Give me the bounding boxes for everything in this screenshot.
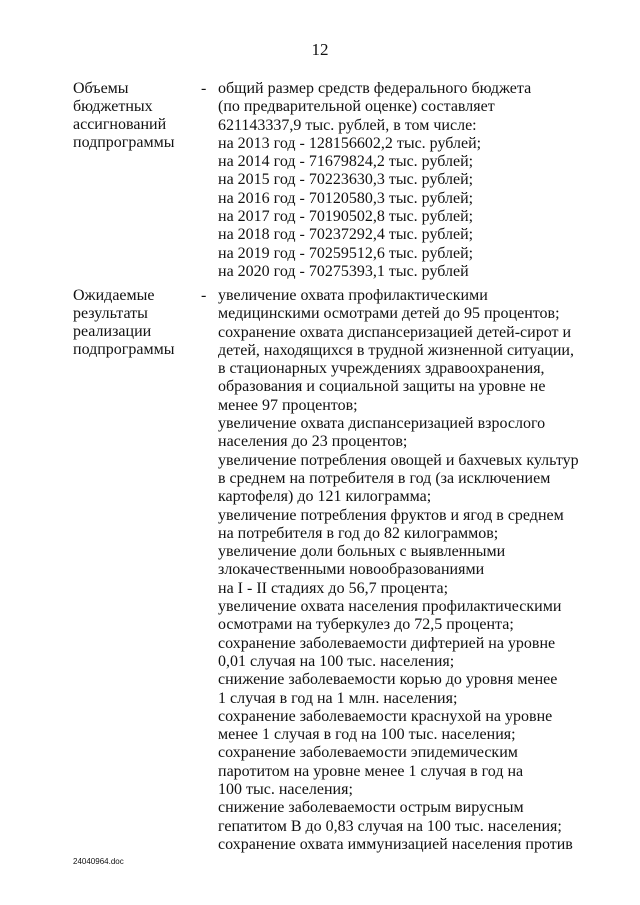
- text-line: на 2019 год - 70259512,6 тыс. рублей;: [218, 244, 474, 262]
- text-line: увеличение потребления овощей и бахчевых культур: [218, 451, 579, 469]
- text-line: менее 97 процентов;: [218, 396, 358, 414]
- text-line: на 2013 год - 128156602,2 тыс. рублей;: [218, 134, 482, 152]
- label-line: ассигнований: [73, 116, 167, 133]
- expected-results-text: [218, 287, 578, 854]
- text-line: увеличение охвата диспансеризацией взрослого: [218, 415, 546, 433]
- text-line: снижение заболеваемости корью до уровня менее: [218, 671, 558, 689]
- text-line: 1 случая в год на 1 млн. населения;: [218, 689, 458, 707]
- label-line: Объемы: [73, 80, 129, 97]
- text-line: менее 1 случая в год на 100 тыс. населения;: [218, 726, 516, 744]
- text-line: медицинскими осмотрами детей до 95 процентов;: [218, 305, 560, 323]
- document-filename: 24040964.doc: [73, 857, 124, 866]
- text-line: увеличение охвата населения профилактическими: [218, 598, 562, 616]
- text-line: сохранение заболеваемости краснухой на уровне: [218, 707, 553, 725]
- text-line: сохранение охвата иммунизацией населения против: [218, 835, 573, 853]
- text-line: увеличение потребления фруктов и ягод в среднем: [218, 506, 564, 524]
- text-line: на 2017 год - 70190502,8 тыс. рублей;: [218, 208, 474, 226]
- expected-results-label: [73, 287, 198, 359]
- text-line: на 2016 год - 70120580,3 тыс. рублей;: [218, 189, 474, 207]
- text-line: сохранение заболеваемости дифтерией на уровне: [218, 634, 556, 652]
- text-line: увеличение доли больных с выявленными: [218, 543, 506, 561]
- page-number: 12: [311, 40, 329, 59]
- text-line: в среднем на потребителя в год (за исключением: [218, 469, 551, 487]
- text-line: сохранение заболеваемости эпидемическим: [218, 744, 518, 762]
- dash-separator: -: [201, 287, 207, 304]
- text-line: на 2018 год - 70237292,4 тыс. рублей;: [218, 226, 474, 244]
- text-line: детей, находящихся в трудной жизненной ситуации,: [218, 341, 574, 359]
- label-line: результаты: [73, 305, 148, 322]
- text-line: снижение заболеваемости острым вирусным: [218, 799, 524, 817]
- text-line: увеличение охвата профилактическими: [218, 287, 488, 304]
- text-line: на 2015 год - 70223630,3 тыс. рублей;: [218, 171, 474, 189]
- label-line: подпрограммы: [73, 134, 175, 151]
- label-line: реализации: [73, 323, 152, 340]
- text-line: 0,01 случая на 100 тыс. населения;: [218, 652, 455, 670]
- text-line: (по предварительной оценке) составляет: [218, 98, 495, 116]
- text-line: картофеля) до 121 килограмма;: [218, 488, 432, 506]
- label-line: подпрограммы: [73, 341, 175, 358]
- text-line: 100 тыс. населения;: [218, 781, 353, 799]
- budget-allocations-label: [73, 80, 198, 152]
- label-line: Ожидаемые: [73, 287, 155, 304]
- text-line: на потребителя в год до 82 килограммов;: [218, 524, 499, 542]
- text-line: на 2020 год - 70275393,1 тыс. рублей: [218, 262, 469, 280]
- budget-allocations-text: [218, 80, 578, 281]
- text-line: в стационарных учреждениях здравоохранения,: [218, 360, 545, 378]
- label-line: бюджетных: [73, 98, 153, 115]
- dash-separator: -: [201, 80, 207, 97]
- text-line: 621143337,9 тыс. рублей, в том числе:: [218, 116, 477, 134]
- text-line: общий размер средств федерального бюджета: [218, 80, 532, 97]
- text-line: гепатитом В до 0,83 случая на 100 тыс. населения;: [218, 817, 562, 835]
- text-line: населения до 23 процентов;: [218, 433, 408, 451]
- text-line: сохранение охвата диспансеризацией детей-сирот и: [218, 323, 572, 341]
- text-line: осмотрами на туберкулез до 72,5 процента;: [218, 616, 514, 634]
- text-line: злокачественными новообразованиями: [218, 561, 485, 579]
- text-line: на I - II стадиях до 56,7 процента;: [218, 579, 449, 597]
- text-line: образования и социальной защиты на уровне не: [218, 378, 546, 396]
- text-line: на 2014 год - 71679824,2 тыс. рублей;: [218, 153, 474, 171]
- text-line: паротитом на уровне менее 1 случая в год на: [218, 762, 524, 780]
